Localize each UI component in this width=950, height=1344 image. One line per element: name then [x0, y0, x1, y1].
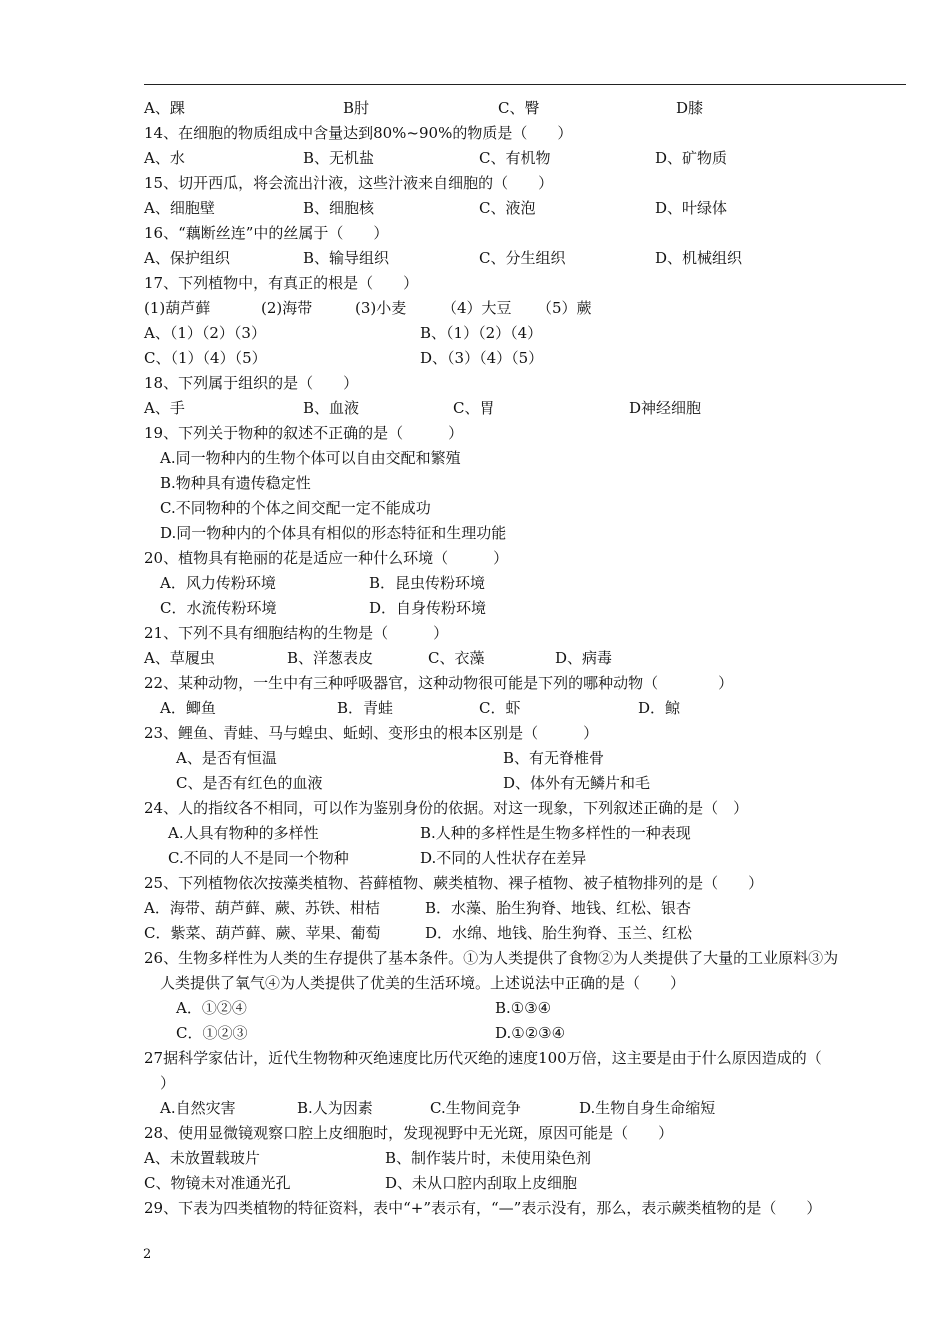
text-line	[0, 446, 950, 471]
text-line	[0, 971, 950, 996]
text-line	[0, 721, 950, 746]
page-number: 2	[143, 1247, 152, 1262]
text-line	[0, 196, 950, 221]
header-rule	[144, 84, 906, 85]
text-line	[0, 771, 950, 796]
question-text: 25、下列植物依次按藻类植物、苔藓植物、蕨类植物、裸子植物、被子植物排列的是（ ）	[144, 874, 764, 892]
text-line	[0, 146, 950, 171]
option-text: D、叶绿体	[655, 199, 728, 217]
option-text: C．①②③	[176, 1024, 248, 1042]
option-text: D、矿物质	[655, 149, 728, 167]
option-text: （4）大豆	[442, 299, 512, 317]
option-text: D、机械组织	[655, 249, 743, 267]
option-text: (2)海带	[261, 299, 313, 317]
question-text: 22、某种动物，一生中有三种呼吸器官，这种动物很可能是下列的哪种动物（ ）	[144, 674, 734, 692]
option-text: （5）蕨	[537, 299, 592, 317]
option-text: D、体外有无鳞片和毛	[503, 774, 651, 792]
text-line	[0, 996, 950, 1021]
option-text: A、水	[144, 149, 185, 167]
option-text: D.生物自身生命缩短	[579, 1099, 716, 1117]
option-text: C、（1）（4）（5）	[144, 349, 267, 367]
text-line	[0, 496, 950, 521]
text-line	[0, 1171, 950, 1196]
question-text: 人类提供了氧气④为人类提供了优美的生活环境。上述说法中正确的是（ ）	[160, 974, 686, 992]
question-text: C.不同物种的个体之间交配一定不能成功	[160, 499, 431, 517]
option-text: A、保护组织	[144, 249, 230, 267]
text-line	[0, 796, 950, 821]
option-text: A、踝	[144, 99, 185, 117]
option-text: C、臀	[498, 99, 540, 117]
text-line	[0, 1121, 950, 1146]
option-text: D膝	[676, 99, 704, 117]
text-line	[0, 546, 950, 571]
text-line	[0, 346, 950, 371]
option-text: C、胃	[453, 399, 495, 417]
question-text: 21、下列不具有细胞结构的生物是（ ）	[144, 624, 449, 642]
option-text: B.人为因素	[297, 1099, 373, 1117]
question-text: 27据科学家估计，近代生物物种灭绝速度比历代灭绝的速度100万倍，这主要是由于什么原因造成的（	[144, 1049, 822, 1067]
option-text: C、衣藻	[428, 649, 485, 667]
text-line	[0, 221, 950, 246]
text-line	[0, 821, 950, 846]
option-text: C．虾	[479, 699, 521, 717]
option-text: D.①②③④	[495, 1024, 566, 1042]
option-text: A、是否有恒温	[176, 749, 277, 767]
question-text: 16、“藕断丝连”中的丝属于（ ）	[144, 224, 389, 242]
text-line	[0, 746, 950, 771]
option-text: B．水藻、胎生狗脊、地钱、红松、银杏	[425, 899, 692, 917]
option-text: C、分生组织	[479, 249, 566, 267]
option-text: D、未从口腔内刮取上皮细胞	[385, 1174, 578, 1192]
question-text: ）	[160, 1074, 176, 1092]
text-line	[0, 521, 950, 546]
option-text: A、细胞壁	[144, 199, 215, 217]
option-text: A.人具有物种的多样性	[168, 824, 319, 842]
text-line	[0, 621, 950, 646]
text-line	[0, 421, 950, 446]
text-line	[0, 1046, 950, 1071]
question-text: 24、人的指纹各不相同，可以作为鉴别身份的依据。对这一现象，下列叙述正确的是（ ）	[144, 799, 749, 817]
option-text: C、是否有红色的血液	[176, 774, 323, 792]
text-line	[0, 846, 950, 871]
text-line	[0, 396, 950, 421]
option-text: A、草履虫	[144, 649, 215, 667]
option-text: C、液泡	[479, 199, 536, 217]
text-line	[0, 871, 950, 896]
question-text: B.物种具有遗传稳定性	[160, 474, 311, 492]
text-line	[0, 471, 950, 496]
text-line	[0, 96, 950, 121]
option-text: (1)葫芦藓	[144, 299, 211, 317]
text-line	[0, 1071, 950, 1096]
text-line	[0, 296, 950, 321]
question-text: 19、下列关于物种的叙述不正确的是（ ）	[144, 424, 464, 442]
option-text: (3)小麦	[355, 299, 407, 317]
option-text: B．青蛙	[337, 699, 394, 717]
text-line	[0, 321, 950, 346]
option-text: B、制作装片时，未使用染色剂	[385, 1149, 592, 1167]
question-text: D.同一物种内的个体具有相似的形态特征和生理功能	[160, 524, 507, 542]
option-text: B肘	[343, 99, 370, 117]
option-text: B.人种的多样性是生物多样性的一种表现	[420, 824, 691, 842]
question-text: 14、在细胞的物质组成中含量达到80%~90%的物质是（ ）	[144, 124, 573, 142]
question-text: 20、植物具有艳丽的花是适应一种什么环境（ ）	[144, 549, 509, 567]
text-line	[0, 1146, 950, 1171]
text-line	[0, 1096, 950, 1121]
option-text: B、有无脊椎骨	[503, 749, 605, 767]
text-line	[0, 646, 950, 671]
question-text: 29、下表为四类植物的特征资料，表中“+”表示有，“—”表示没有，那么，表示蕨类植物的是（ ）	[144, 1199, 822, 1217]
text-line	[0, 371, 950, 396]
text-line	[0, 921, 950, 946]
option-text: C.生物间竞争	[430, 1099, 521, 1117]
question-text: 17、下列植物中，有真正的根是（ ）	[144, 274, 419, 292]
option-text: A、手	[144, 399, 185, 417]
option-text: B、输导组织	[303, 249, 390, 267]
question-text: 23、鲤鱼、青蛙、马与蝗虫、蚯蚓、变形虫的根本区别是（ ）	[144, 724, 599, 742]
option-text: A．风力传粉环境	[160, 574, 276, 592]
option-text: D．水绵、地钱、胎生狗脊、玉兰、红松	[425, 924, 693, 942]
text-line	[0, 171, 950, 196]
option-text: B、血液	[303, 399, 360, 417]
question-text: 15、切开西瓜，将会流出汁液，这些汁液来自细胞的（ ）	[144, 174, 554, 192]
text-line	[0, 696, 950, 721]
text-line	[0, 246, 950, 271]
option-text: A、（1）（2）（3）	[144, 324, 266, 342]
option-text: A．海带、葫芦藓、蕨、苏铁、柑桔	[144, 899, 380, 917]
option-text: D．自身传粉环境	[369, 599, 487, 617]
option-text: A．鲫鱼	[160, 699, 216, 717]
text-line	[0, 896, 950, 921]
option-text: D神经细胞	[629, 399, 702, 417]
option-text: B、（1）（2）（4）	[420, 324, 543, 342]
text-line	[0, 946, 950, 971]
option-text: C、物镜未对准通光孔	[144, 1174, 291, 1192]
text-line	[0, 121, 950, 146]
question-text: 26、生物多样性为人类的生存提供了基本条件。①为人类提供了食物②为人类提供了大量的工业原料③为	[144, 949, 839, 967]
option-text: B、无机盐	[303, 149, 375, 167]
text-line	[0, 571, 950, 596]
option-text: A．①②④	[176, 999, 247, 1017]
option-text: D、病毒	[555, 649, 613, 667]
option-text: C.不同的人不是同一个物种	[168, 849, 349, 867]
question-text: 28、使用显微镜观察口腔上皮细胞时，发现视野中无光斑，原因可能是（ ）	[144, 1124, 674, 1142]
option-text: D.不同的人性状存在差异	[420, 849, 587, 867]
text-line	[0, 271, 950, 296]
option-text: D、（3）（4）（5）	[420, 349, 544, 367]
text-line	[0, 671, 950, 696]
option-text: C．紫菜、葫芦藓、蕨、苹果、葡萄	[144, 924, 381, 942]
question-text: A.同一物种内的生物个体可以自由交配和繁殖	[160, 449, 461, 467]
option-text: C．水流传粉环境	[160, 599, 277, 617]
option-text: D．鲸	[638, 699, 681, 717]
option-text: B．昆虫传粉环境	[369, 574, 486, 592]
text-line	[0, 596, 950, 621]
option-text: B、洋葱表皮	[287, 649, 374, 667]
option-text: B.①③④	[495, 999, 552, 1017]
option-text: B、细胞核	[303, 199, 375, 217]
text-line	[0, 1021, 950, 1046]
option-text: C、有机物	[479, 149, 551, 167]
question-text: 18、下列属于组织的是（ ）	[144, 374, 359, 392]
option-text: A.自然灾害	[160, 1099, 236, 1117]
option-text: A、未放置载玻片	[144, 1149, 260, 1167]
text-line	[0, 1196, 950, 1221]
